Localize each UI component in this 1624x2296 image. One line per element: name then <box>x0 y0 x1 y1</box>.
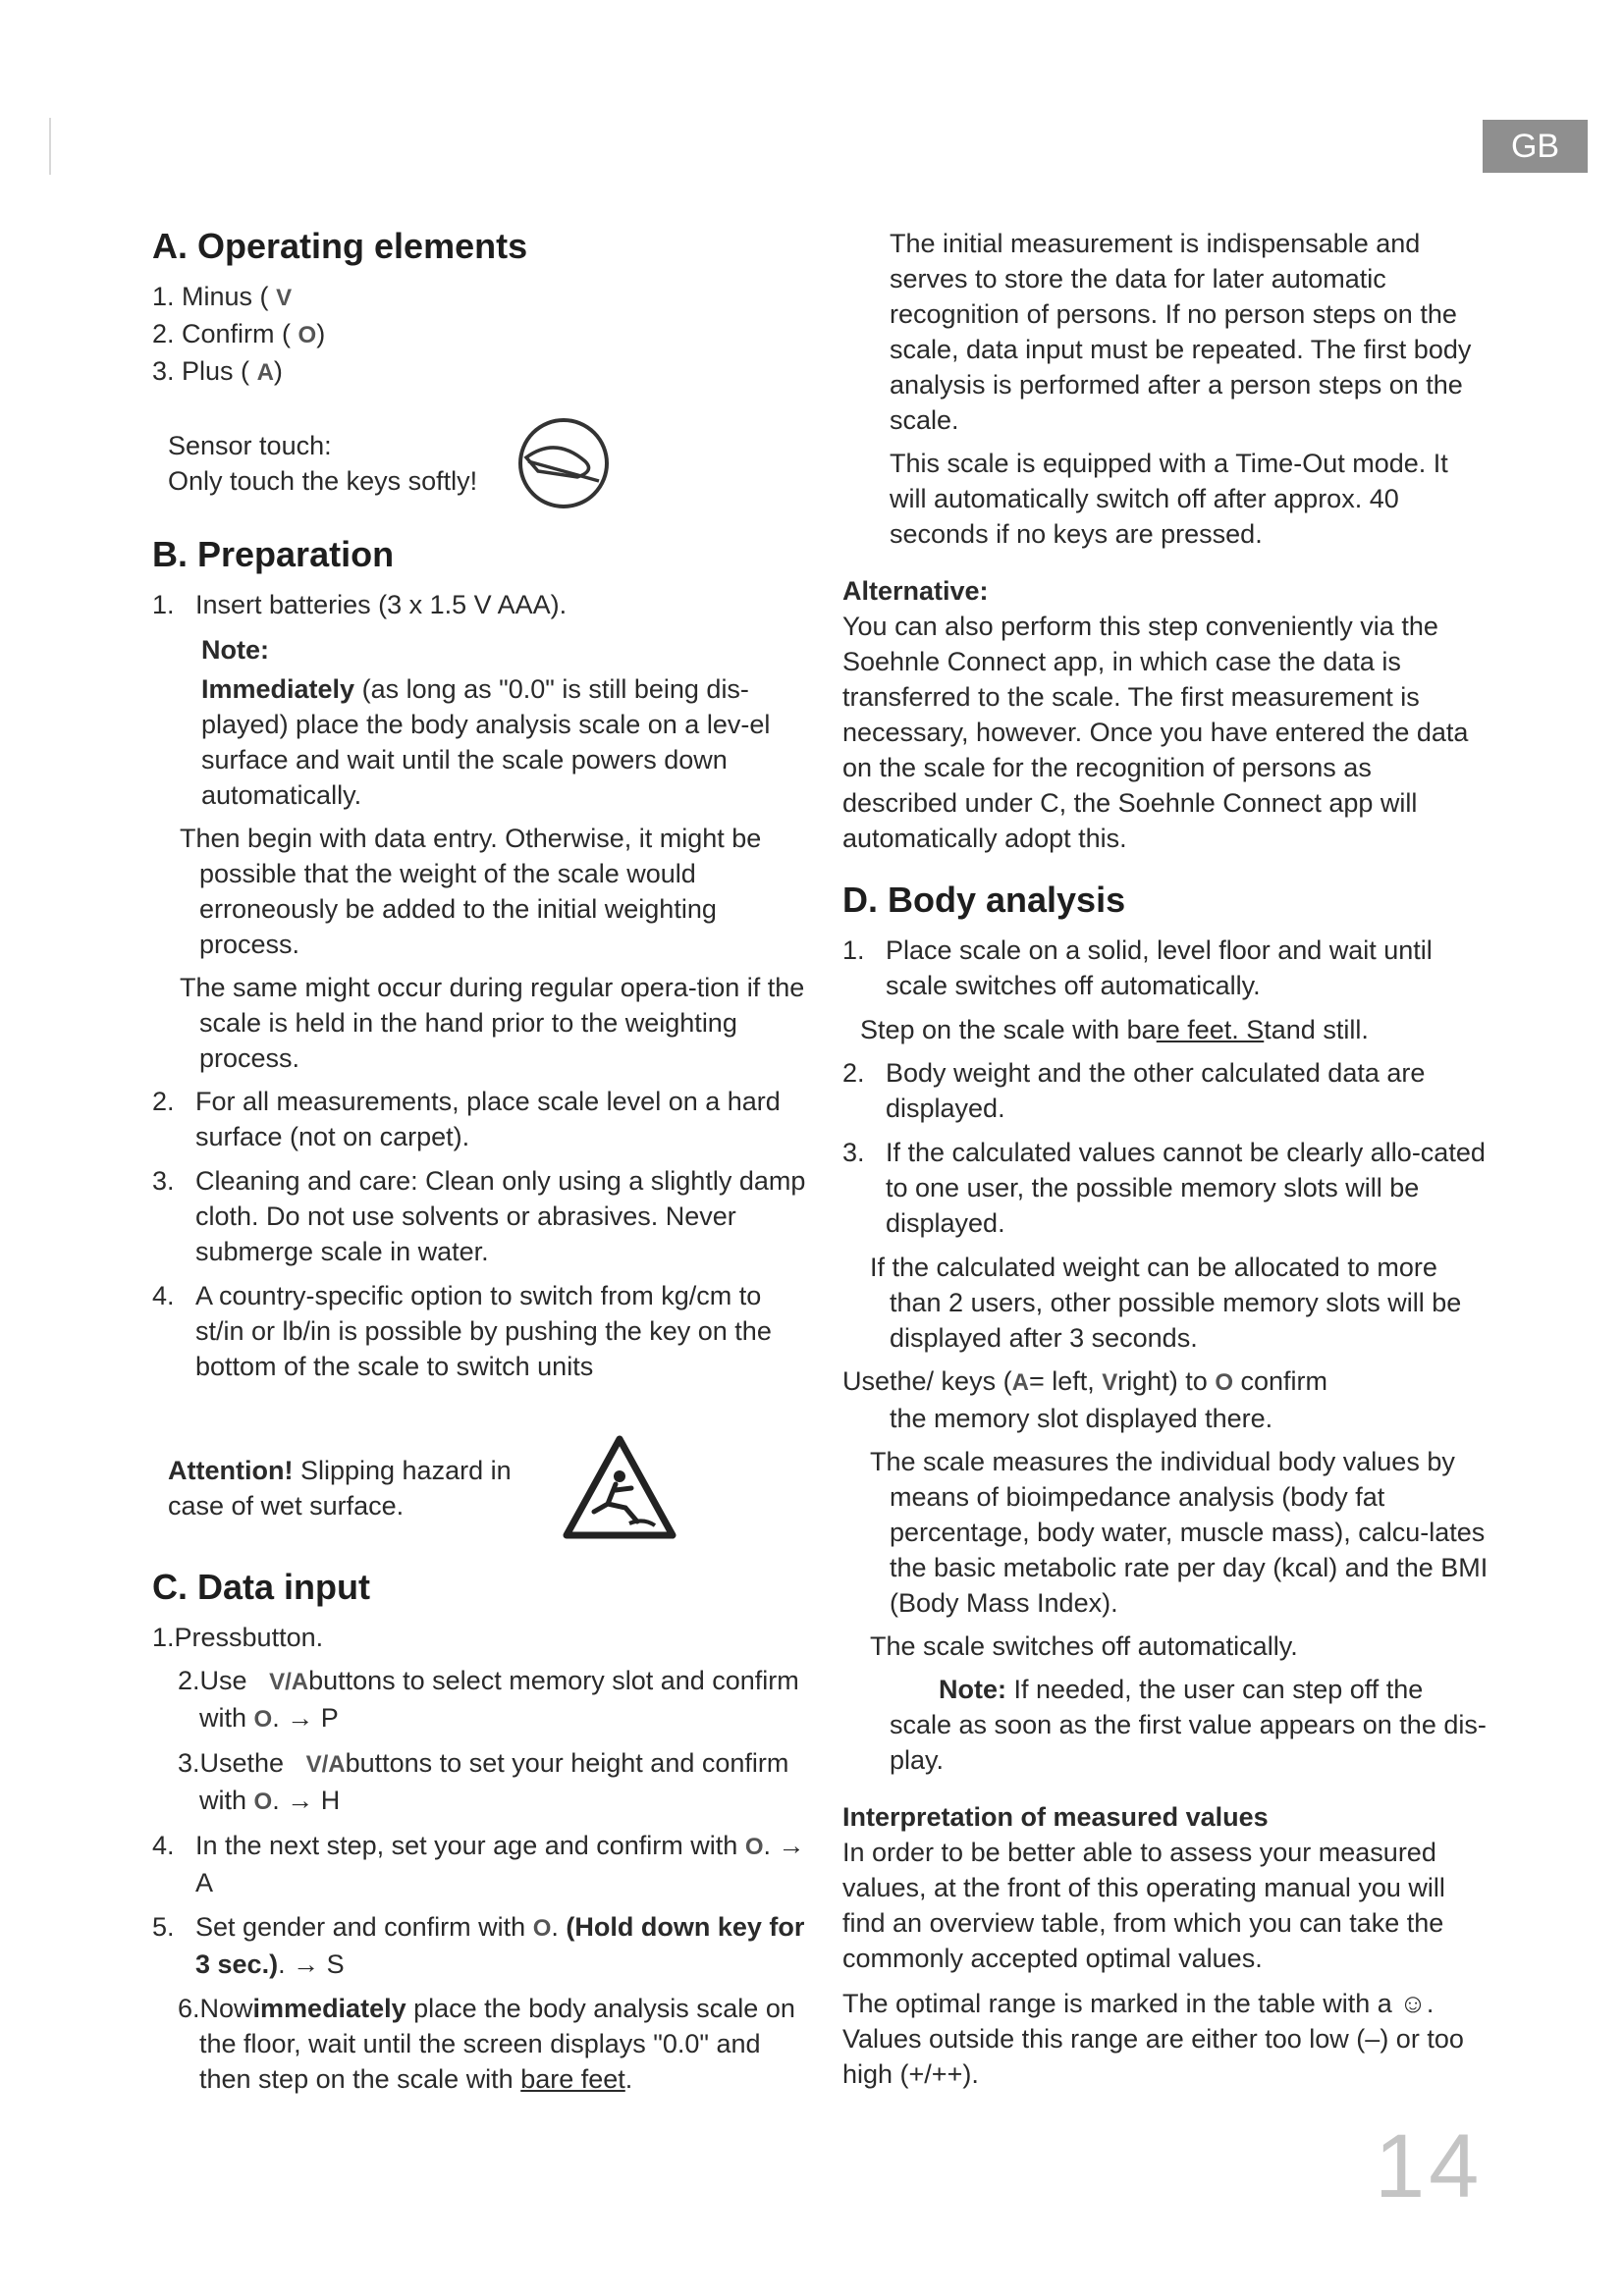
list-item: 3. Cleaning and care: Clean only using a slightly damp cloth. Do not use solvents or abrasives. Never submerge scale in water. <box>152 1166 806 1266</box>
section-a-title: A. Operating elements <box>152 226 528 266</box>
paragraph: The initial measurement is indispensable and serves to store the data for later automatic recognition of persons. If no person steps on the scale, data input must be repeated. The first body analysis is performed after a person steps on the scale. <box>890 229 1472 435</box>
right-column <box>842 226 1490 2100</box>
paragraph: Usethe/ keys (A= left, Vright) to O confirm <box>842 1366 1328 1396</box>
list-item: 1. Minus ( V <box>152 282 293 311</box>
paragraph: The scale switches off automatically. <box>870 1631 1298 1661</box>
list-item: 3.Usethe V/Abuttons to set your height and confirm with O. → H <box>178 1748 789 1815</box>
paragraph: Step on the scale with bare feet. Stand still. <box>860 1015 1369 1044</box>
list-item: 4. A country-specific option to switch from kg/cm to st/in or lb/in is possible by pushing the key on the bottom of the scale to switch units <box>152 1281 772 1381</box>
paragraph: This scale is equipped with a Time-Out mode. It will automatically switch off after approx. 40 seconds if no keys are pressed. <box>890 449 1448 549</box>
note-text: Immediately (as long as "0.0" is still being dis-played) place the body analysis scale on a lev-el surface and wait until the scale powers down automatically. <box>201 674 771 810</box>
up-key-icon: A <box>1011 1369 1029 1396</box>
down-up-keys-icon: V/A <box>305 1751 346 1778</box>
sensor-touch-label: Sensor touch: <box>168 431 332 460</box>
confirm-key-icon: O <box>532 1915 552 1942</box>
operating-elements-list <box>152 279 810 391</box>
language-badge: GB <box>1483 120 1588 173</box>
note-text: Note: If needed, the user can step off the scale as soon as the first value appears on the dis-play. <box>890 1675 1487 1775</box>
list-item: 2. Body weight and the other calculated data are displayed. <box>842 1058 1426 1123</box>
confirm-key-icon: O <box>1215 1369 1233 1396</box>
confirm-key-icon: O <box>253 1706 273 1733</box>
list-item: 1.Pressbutton. <box>152 1623 324 1652</box>
sensor-touch-hint: Only touch the keys softly! <box>168 466 478 496</box>
confirm-key-icon: O <box>744 1834 764 1860</box>
list-item: 6.Nowimmediately place the body analysis scale on the floor, wait until the screen displays "0.0" and then step on the scale with bare feet. <box>178 1994 795 2094</box>
soft-touch-icon <box>516 416 611 510</box>
paragraph: the memory slot displayed there. <box>890 1404 1273 1433</box>
minus-key-icon: V <box>276 285 293 311</box>
section-c-title: C. Data input <box>152 1567 370 1607</box>
list-item: 2.Use V/Abuttons to select memory slot and confirm with O. → P <box>178 1666 799 1733</box>
down-up-keys-icon: V/A <box>269 1669 309 1695</box>
paragraph: You can also perform this step conveniently via the Soehnle Connect app, in which case the data is transferred to the scale. The first measurement is necessary, however. Once you have entered the data on the scale for the recognition of persons as described under C, the Soehnle Connect app will automatically adopt this. <box>842 612 1469 853</box>
section-d-title: D. Body analysis <box>842 880 1126 920</box>
paragraph: The scale measures the individual body values by means of bioimpedance analysis (body fat percentage, body water, muscle mass), calcu-lates the basic metabolic rate per day (kcal) and the BMI (Body Mass Index). <box>870 1447 1489 1618</box>
left-column <box>152 224 810 2105</box>
paragraph: In order to be better able to assess your measured values, at the front of this operating manual you will find an overview table, from which you can take the commonly accepted optimal values. <box>842 1838 1445 1973</box>
slippery-floor-warning-icon <box>561 1433 678 1543</box>
confirm-key-icon: O <box>253 1789 273 1815</box>
list-item: 1. Place scale on a solid, level floor and wait until scale switches off automatically. <box>842 935 1433 1000</box>
list-item: 3. If the calculated values cannot be clearly allo-cated to one user, the possible memory slots will be displayed. <box>842 1138 1486 1238</box>
list-item: 1. Insert batteries (3 x 1.5 V AAA). <box>152 590 568 619</box>
list-item: 4. In the next step, set your age and confirm with O. → A <box>152 1831 805 1897</box>
alternative-title: Alternative: <box>842 576 989 606</box>
paragraph: Then begin with data entry. Otherwise, it might be possible that the weight of the scale would erroneously be added to the initial weighting process. <box>180 824 762 959</box>
list-item: 2. For all measurements, place scale level on a hard surface (not on carpet). <box>152 1087 781 1151</box>
note-title: Note: <box>201 635 269 665</box>
interpretation-title: Interpretation of measured values <box>842 1802 1269 1832</box>
section-b-title: B. Preparation <box>152 534 395 574</box>
sensor-touch-block <box>168 416 810 510</box>
list-item: 2. Confirm ( O) <box>152 319 326 348</box>
list-item: 3. Plus ( A) <box>152 356 283 386</box>
paragraph: The same might occur during regular opera-tion if the scale is held in the hand prior to the weighting process. <box>180 973 805 1073</box>
list-item: 5. Set gender and confirm with O. (Hold down key for 3 sec.). → S <box>152 1912 805 1979</box>
plus-key-icon: A <box>256 359 274 386</box>
attention-label: Attention! <box>168 1456 294 1485</box>
attention-block <box>168 1433 810 1543</box>
margin-rule <box>49 118 51 175</box>
paragraph: The optimal range is marked in the table with a ☺. Values outside this range are either too low (–) or too high (+/++). <box>842 1989 1464 2089</box>
paragraph: If the calculated weight can be allocated to more than 2 users, other possible memory slots will be displayed after 3 seconds. <box>870 1253 1462 1353</box>
page-number: 14 <box>1375 2116 1484 2216</box>
attention-text: Slipping hazard in case of wet surface. <box>168 1456 512 1521</box>
down-key-icon: V <box>1102 1369 1118 1396</box>
confirm-key-icon: O <box>298 322 317 348</box>
